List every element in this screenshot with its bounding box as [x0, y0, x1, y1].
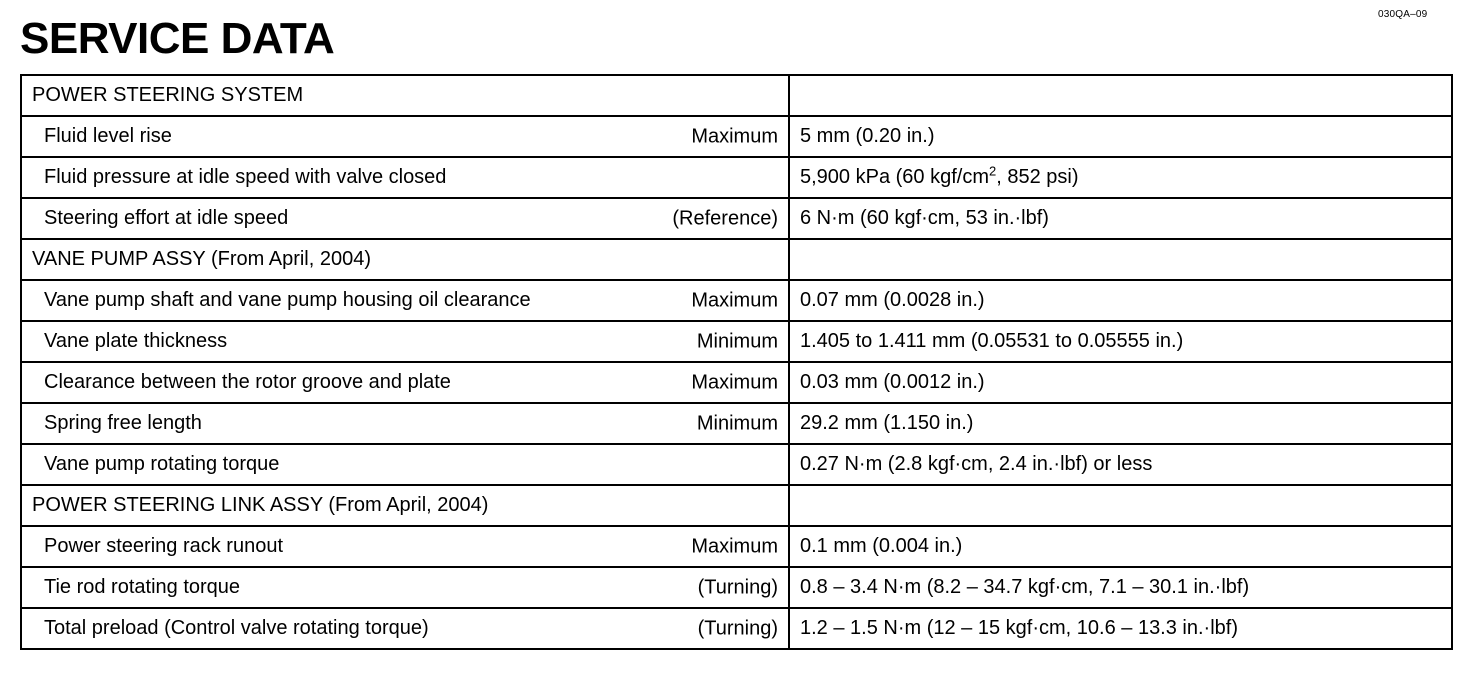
item-qualifier: Minimum — [696, 412, 778, 434]
value-cell: 1.2 – 1.5 N·m (12 – 15 kgf·cm, 10.6 – 13.3 in.·lbf) — [789, 608, 1452, 649]
value-prefix: 5,900 kPa (60 kgf/cm — [800, 166, 989, 188]
value-cell: 29.2 mm (1.150 in.) — [789, 403, 1452, 444]
item-cell — [21, 567, 789, 608]
section-heading: POWER STEERING LINK ASSY (From April, 2004) — [32, 494, 489, 516]
item-label: Vane plate thickness — [44, 330, 228, 352]
value-cell — [789, 239, 1452, 280]
item-cell — [21, 116, 789, 157]
value-cell — [789, 75, 1452, 116]
table-row — [21, 116, 1452, 157]
item-qualifier: Maximum — [691, 125, 778, 147]
value-cell: 0.07 mm (0.0028 in.) — [789, 280, 1452, 321]
table-row — [21, 75, 1452, 116]
item-cell — [21, 280, 789, 321]
value-cell: 1.405 to 1.411 mm (0.05531 to 0.05555 in.) — [789, 321, 1452, 362]
section-cell — [21, 485, 789, 526]
item-label: Vane pump shaft and vane pump housing oil clearance — [44, 289, 531, 311]
item-cell — [21, 526, 789, 567]
table-row — [21, 321, 1452, 362]
item-label: Fluid level rise — [44, 125, 172, 147]
item-qualifier: Maximum — [691, 535, 778, 557]
value-superscript: 2 — [988, 163, 997, 179]
value-cell — [789, 157, 1452, 198]
item-label: Total preload (Control valve rotating torque) — [44, 617, 429, 639]
item-label: Fluid pressure at idle speed with valve closed — [44, 166, 447, 188]
table-row — [21, 198, 1452, 239]
document-code: 030QA–09 — [1378, 9, 1428, 20]
item-cell — [21, 444, 789, 485]
section-cell — [21, 75, 789, 116]
item-qualifier: Maximum — [691, 289, 778, 311]
table-row — [21, 362, 1452, 403]
item-cell — [21, 362, 789, 403]
section-heading: VANE PUMP ASSY (From April, 2004) — [32, 248, 372, 270]
value-cell: 5 mm (0.20 in.) — [789, 116, 1452, 157]
service-data-table — [20, 74, 1453, 650]
item-qualifier: (Reference) — [672, 207, 778, 229]
item-cell — [21, 608, 789, 649]
value-cell: 0.8 – 3.4 N·m (8.2 – 34.7 kgf·cm, 7.1 – 30.1 in.·lbf) — [789, 567, 1452, 608]
value-cell — [789, 485, 1452, 526]
table-row — [21, 526, 1452, 567]
value-cell: 0.1 mm (0.004 in.) — [789, 526, 1452, 567]
item-label: Vane pump rotating torque — [44, 453, 280, 475]
item-cell — [21, 198, 789, 239]
table-row — [21, 403, 1452, 444]
item-cell — [21, 403, 789, 444]
item-qualifier: Minimum — [696, 330, 778, 352]
item-label: Power steering rack runout — [44, 535, 284, 557]
table-row — [21, 280, 1452, 321]
item-qualifier: (Turning) — [697, 576, 778, 598]
table-row — [21, 567, 1452, 608]
table-row — [21, 239, 1452, 280]
table-row — [21, 157, 1452, 198]
value-cell: 6 N·m (60 kgf·cm, 53 in.·lbf) — [789, 198, 1452, 239]
page-title: SERVICE DATA — [20, 14, 335, 63]
table-row — [21, 485, 1452, 526]
value-suffix: , 852 psi) — [996, 166, 1079, 188]
item-cell — [21, 321, 789, 362]
item-qualifier: (Turning) — [697, 617, 778, 639]
item-cell — [21, 157, 789, 198]
item-label: Spring free length — [44, 412, 202, 434]
section-cell — [21, 239, 789, 280]
value-cell: 0.27 N·m (2.8 kgf·cm, 2.4 in.·lbf) or less — [789, 444, 1452, 485]
item-label: Steering effort at idle speed — [44, 207, 289, 229]
item-label: Clearance between the rotor groove and plate — [44, 371, 451, 393]
item-qualifier: Maximum — [691, 371, 778, 393]
section-heading: POWER STEERING SYSTEM — [32, 84, 304, 106]
table-row — [21, 444, 1452, 485]
table-row — [21, 608, 1452, 649]
value-cell: 0.03 mm (0.0012 in.) — [789, 362, 1452, 403]
item-label: Tie rod rotating torque — [44, 576, 241, 598]
